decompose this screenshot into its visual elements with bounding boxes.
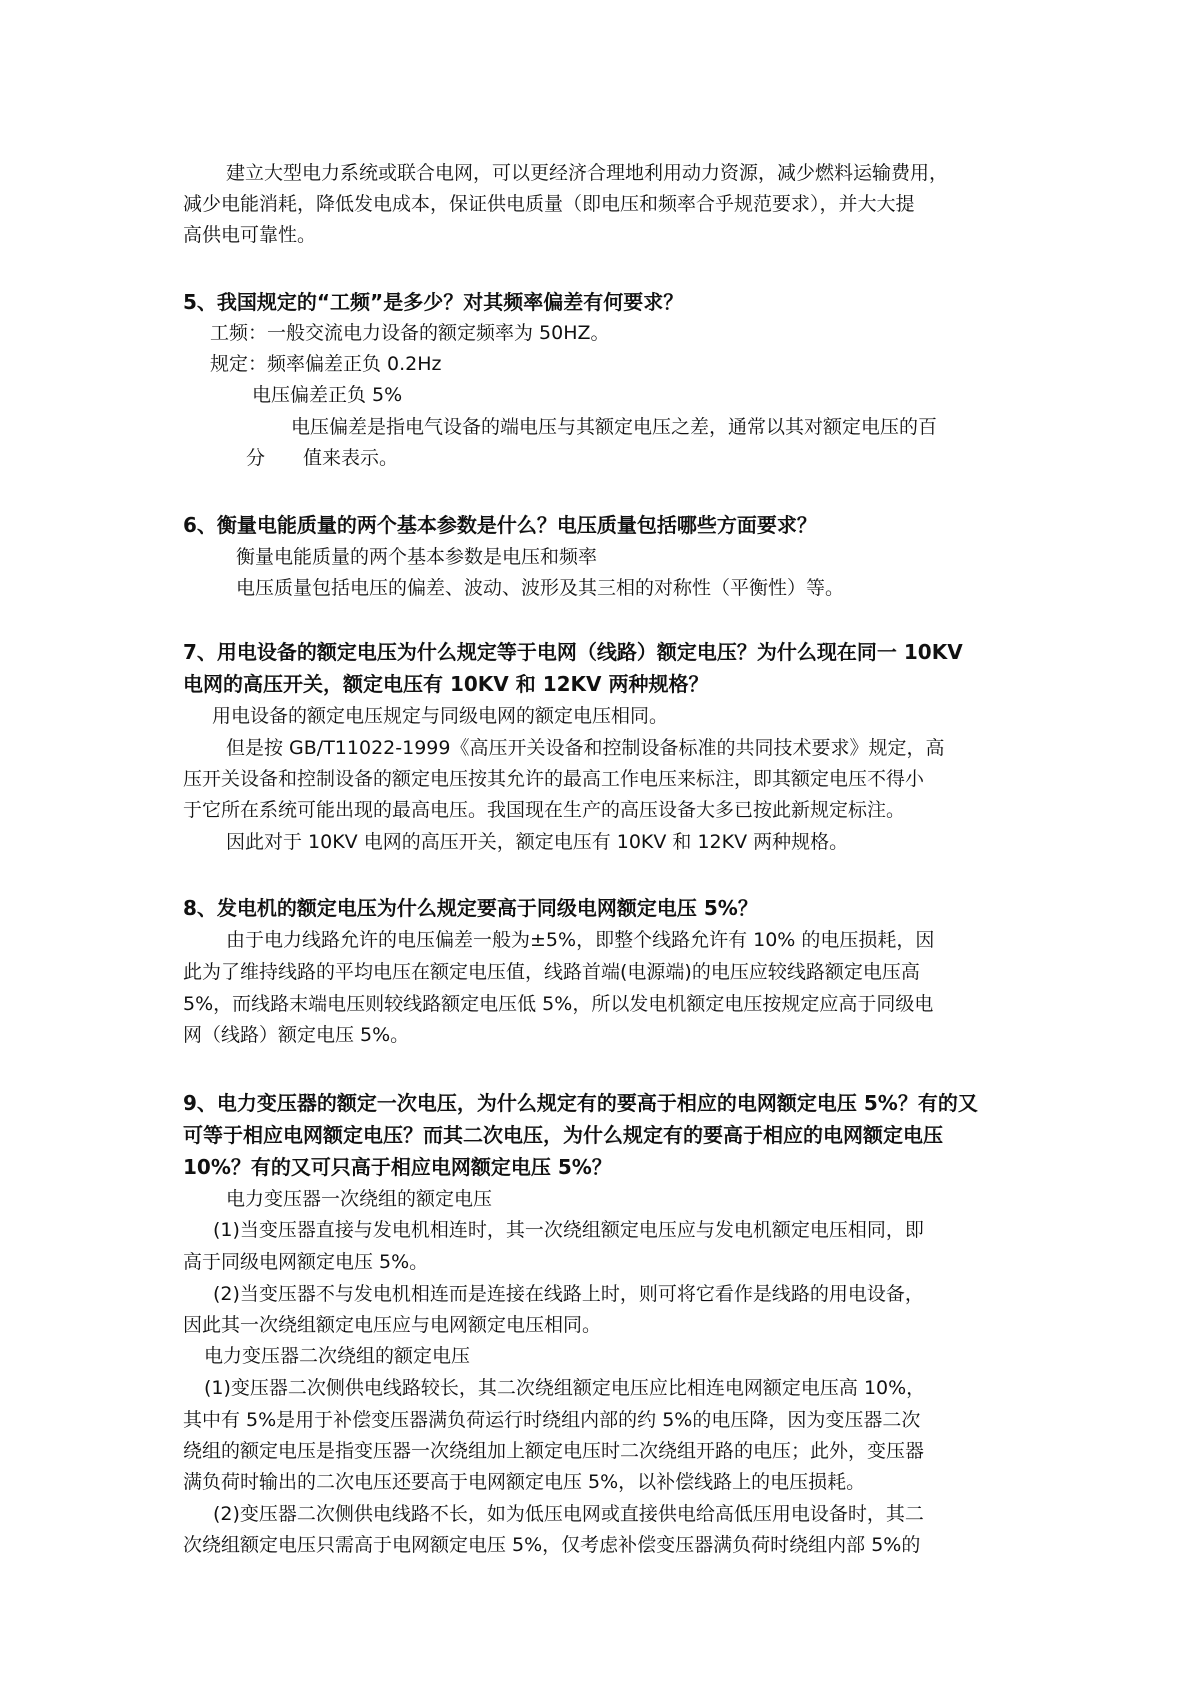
answer-line: 次绕组额定电压只需高于电网额定电压 5%，仅考虑补偿变压器满负荷时绕组内部 5%的 bbox=[183, 1534, 921, 1556]
question-9-title: 可等于相应电网额定电压？而其二次电压，为什么规定有的要高于相应的电网额定电压 bbox=[183, 1123, 943, 1147]
answer-line: 满负荷时输出的二次电压还要高于电网额定电压 5%，以补偿线路上的电压损耗。 bbox=[183, 1471, 866, 1493]
answer-line: 电压偏差是指电气设备的端电压与其额定电压之差，通常以其对额定电压的百 bbox=[291, 416, 938, 438]
answer-line: 工频：一般交流电力设备的额定频率为 50HZ。 bbox=[210, 322, 610, 344]
question-6-title: 6、衡量电能质量的两个基本参数是什么？电压质量包括哪些方面要求？ bbox=[183, 513, 817, 537]
question-7-title: 7、用电设备的额定电压为什么规定等于电网（线路）额定电压？为什么现在同一 10KV bbox=[183, 640, 963, 664]
answer-line: (1)当变压器直接与发电机相连时，其一次绕组额定电压应与发电机额定电压相同，即 bbox=[213, 1219, 924, 1241]
answer-line: 电力变压器二次绕组的额定电压 bbox=[204, 1345, 471, 1367]
answer-line: 压开关设备和控制设备的额定电压按其允许的最高工作电压来标注，即其额定电压不得小 bbox=[183, 768, 925, 790]
answer-line: 分 值来表示。 bbox=[246, 447, 399, 469]
answer-line: 网（线路）额定电压 5%。 bbox=[183, 1024, 410, 1046]
intro-line: 建立大型电力系统或联合电网，可以更经济合理地利用动力资源，减少燃料运输费用， bbox=[226, 162, 949, 184]
answer-line: 因此对于 10KV 电网的高压开关，额定电压有 10KV 和 12KV 两种规格。 bbox=[226, 831, 849, 853]
answer-line: 衡量电能质量的两个基本参数是电压和频率 bbox=[236, 546, 598, 568]
answer-line: 于它所在系统可能出现的最高电压。我国现在生产的高压设备大多已按此新规定标注。 bbox=[183, 799, 906, 821]
answer-line: 电力变压器一次绕组的额定电压 bbox=[226, 1188, 493, 1210]
question-9-title: 10%？有的又可只高于相应电网额定电压 5%？ bbox=[183, 1155, 612, 1179]
answer-line: 因此其一次绕组额定电压应与电网额定电压相同。 bbox=[183, 1314, 602, 1336]
question-5-title: 5、我国规定的“工频”是多少？对其频率偏差有何要求？ bbox=[183, 290, 684, 314]
answer-line: (2)当变压器不与发电机相连而是连接在线路上时，则可将它看作是线路的用电设备， bbox=[213, 1283, 924, 1305]
answer-line: 高于同级电网额定电压 5%。 bbox=[183, 1251, 429, 1273]
answer-line: 电压质量包括电压的偏差、波动、波形及其三相的对称性（平衡性）等。 bbox=[236, 577, 845, 599]
answer-line: 绕组的额定电压是指变压器一次绕组加上额定电压时二次绕组开路的电压；此外，变压器 bbox=[183, 1440, 925, 1462]
answer-line: 由于电力线路允许的电压偏差一般为±5%，即整个线路允许有 10% 的电压损耗，因 bbox=[226, 929, 935, 951]
answer-line: (1)变压器二次侧供电线路较长，其二次绕组额定电压应比相连电网额定电压高 10%， bbox=[204, 1377, 926, 1399]
answer-line: (2)变压器二次侧供电线路不长，如为低压电网或直接供电给高低压用电设备时，其二 bbox=[213, 1503, 924, 1525]
answer-line: 用电设备的额定电压规定与同级电网的额定电压相同。 bbox=[212, 705, 669, 727]
answer-line: 其中有 5%是用于补偿变压器满负荷运行时绕组内部的约 5%的电压降，因为变压器二次 bbox=[183, 1409, 921, 1431]
answer-line: 电压偏差正负 5% bbox=[252, 384, 403, 406]
answer-line: 此为了维持线路的平均电压在额定电压值，线路首端(电源端)的电压应较线路额定电压高 bbox=[183, 961, 920, 983]
intro-line: 高供电可靠性。 bbox=[183, 224, 317, 246]
answer-line: 规定：频率偏差正负 0.2Hz bbox=[210, 353, 442, 375]
answer-line: 5%，而线路末端电压则较线路额定电压低 5%，所以发电机额定电压按规定应高于同级电 bbox=[183, 993, 934, 1015]
question-7-title: 电网的高压开关，额定电压有 10KV 和 12KV 两种规格？ bbox=[183, 672, 709, 696]
question-8-title: 8、发电机的额定电压为什么规定要高于同级电网额定电压 5%？ bbox=[183, 896, 758, 920]
intro-line: 减少电能消耗，降低发电成本，保证供电质量（即电压和频率合乎规范要求），并大大提 bbox=[183, 193, 915, 215]
question-9-title: 9、电力变压器的额定一次电压，为什么规定有的要高于相应的电网额定电压 5%？有的又 bbox=[183, 1091, 978, 1115]
answer-line: 但是按 GB/T11022-1999《高压开关设备和控制设备标准的共同技术要求》规定，高 bbox=[226, 737, 945, 759]
